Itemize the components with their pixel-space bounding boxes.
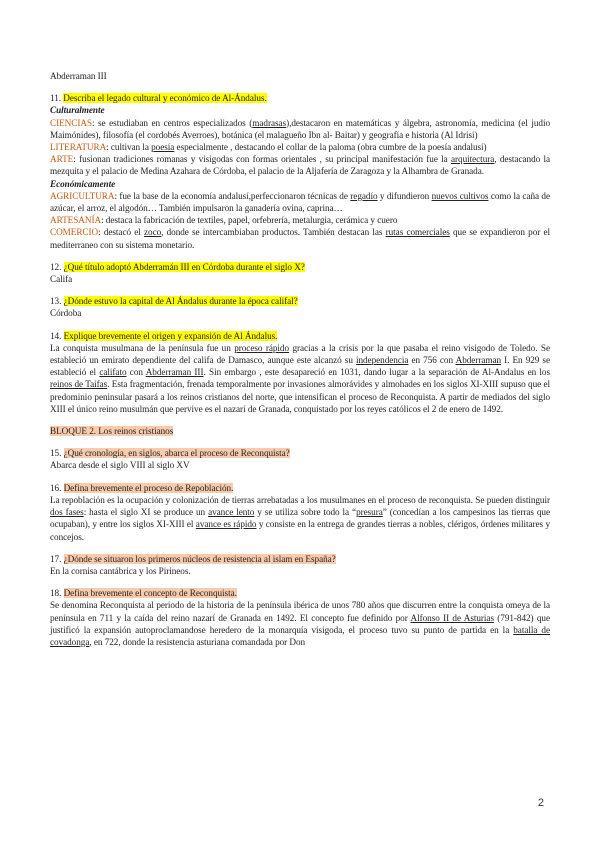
question-17: 17. ¿Dónde se situaron los primeros núcleos de resistencia al islam en España? (50, 553, 336, 564)
question-16: 16. Defina brevemente el proceso de Repoblación. (50, 482, 234, 493)
question-12-text: ¿Qué título adoptó Abderramán III en Córdoba durante el siglo X? (63, 261, 305, 272)
economic-heading: Económicamente (50, 178, 116, 189)
literatura-paragraph: LITERATURA: cultivan la poesía especialmente , destacando el collar de la paloma (obra cumbre de la poesía andalusí) (50, 142, 487, 153)
answer-17: En la cornisa cantábrica y los Pirineos. (50, 565, 191, 576)
artesania-keyword: ARTESANÍA (50, 215, 102, 226)
question-12: 12. ¿Qué título adoptó Abderramán III en Córdoba durante el siglo X? (50, 261, 305, 272)
answer-14: La conquista musulmana de la península fue un proceso rápido gracias a la crisis por la que pasaba el reino visigodo de Toledo. Se estableció un emirato dependiente del califa de Damasco, aunque este alcanzó su independencia en 756 con Abderraman I. En 929 se estableció el califato con Abderraman III. Sin embargo , este desapareció en 1031, dando lugar a la separación de Al-Andalus en los reinos de Taifas. Esta fragmentación, frenada temporalmente por invasiones almorávides y almohades en los siglos XI-XIII supuso que el predominio peninsular pasará a los reinos cristianos del norte, que intensifican el proceso de Reconquista. A partir de mediados del siglo XIII el único reino musulmán que pervive es el nazarí de Granada, conquistado por los reyes católicos el 2 de enero de 1492. (50, 342, 551, 414)
agricultura-paragraph: AGRICULTURA: fue la base de la economía andalusí,perfeccionaron técnicas de regadío y difundieron nuevos cultivos como la caña de azúcar, el arroz, el algodón… También impulsaron la ganadería ovina, caprina… (50, 190, 550, 214)
comercio-paragraph: COMERCIO: destacó el zoco, donde se intercambiaban productos. También destacan las rutas comerciales que se expandieron por el mediterraneo con su sistema monetario. (50, 227, 551, 250)
answer-16: La repoblación es la ocupación y colonización de tierras arrebatadas a los musulmanes en el proceso de reconquista. Se pueden distinguir dos fases: hasta el siglo XI se produce un avance lento y se utiliza sobre todo la “presura” (concedían a los campesinos las tierras que ocupaban), y entre los siglos XI-XIII el avance es rápido y consiste en la entrega de grandes tierras a nobles, clérigos, órdenes militares y concejos. (50, 494, 550, 542)
question-17-text: ¿Dónde se situaron los primeros núcleos de resistencia al islam en España? (63, 553, 336, 564)
answer-13: Córdoba (50, 308, 82, 319)
answer-18: Se denomina Reconquista al periodo de la historia de la península ibérica de unos 780 años que discurren entre la conquista omeya de la península en 711 y la caída del reino nazarí de Granada en 1492. El concepto fue definido por Alfonso II de Asturias (791-842) que justificó la expansión autoproclamandose heredero de la monarquía visigoda, el proceso tuvo su punto de partida en la batalla de covadonga, en 722, donde la resistencia asturiana comandada por Don (50, 600, 550, 647)
question-11-text: Describa el legado cultural y económico de Al-Ándalus. (63, 93, 267, 104)
ciencias-paragraph: CIENCIAS: se estudiaban en centros especializados (madrasas),destacaron en matemáticas y álgebra, astronomía, medicina (el judío Maimónides), filosofía (el cordobés Averroes), botánica (el malagueño Ibn al- Baitar) y geografía e historia (Al Idrisi) (50, 117, 550, 140)
answer-15: Abarca desde el siglo VIII al siglo XV (50, 460, 190, 471)
question-18-text: Defina brevemente el concepto de Reconquista. (63, 588, 237, 599)
question-15-text: ¿Qué cronología, en siglos, abarca el proceso de Reconquista? (63, 448, 290, 459)
agricultura-keyword: AGRICULTURA (50, 190, 115, 201)
bloque-2-heading: BLOQUE 2. Los reinos cristianos (50, 426, 174, 437)
cultural-heading: Culturalmente (50, 105, 105, 116)
question-15: 15. ¿Qué cronología, en siglos, abarca el proceso de Reconquista? (50, 448, 290, 459)
question-13-text: ¿Dónde estuvo la capital de Al Ándalus durante la época califal? (63, 296, 298, 307)
question-16-text: Defina brevemente el proceso de Repoblación. (63, 482, 234, 493)
ciencias-keyword: CIENCIAS (50, 117, 92, 128)
question-14: 14. Explique brevemente el origen y expansión de Al Ándalus. (50, 330, 278, 341)
question-14-text: Explique brevemente el origen y expansión de Al Ándalus. (63, 330, 278, 341)
arte-paragraph: ARTE: fusionan tradiciones romanas y visigodas con formas orientales , su principal manifestación fue la arquitectura, destacando la mezquita y el palacio de Medina Azahara de Córdoba, el palacio de la Aljafería de Zaragoza y la Alhambra de Granada. (50, 154, 550, 177)
top-line: Abderraman III (50, 71, 107, 81)
literatura-keyword: LITERATURA (50, 142, 107, 153)
page-number: 2 (537, 797, 544, 809)
question-18: 18. Defina brevemente el concepto de Reconquista. (50, 588, 237, 599)
answer-12: Califa (50, 274, 73, 285)
comercio-keyword: COMERCIO (50, 227, 99, 238)
question-13: 13. ¿Dónde estuvo la capital de Al Ándalus durante la época califal? (50, 296, 298, 307)
arte-keyword: ARTE (50, 154, 74, 165)
question-11: 11. Describa el legado cultural y económico de Al-Ándalus. (50, 93, 267, 104)
artesania-paragraph: ARTESANÍA: destaca la fabricación de textiles, papel, orfebrería, metalurgia, cerámica y cuero (50, 215, 398, 226)
